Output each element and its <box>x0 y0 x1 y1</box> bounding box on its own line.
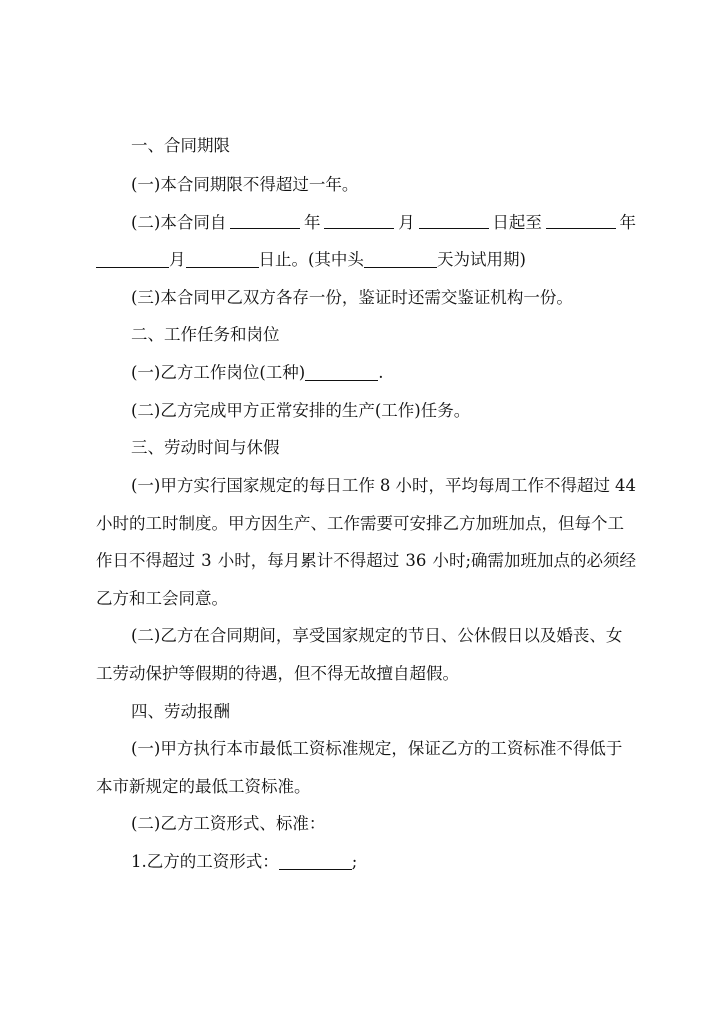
blank-field-start-year[interactable] <box>230 210 300 229</box>
clause-text: . <box>378 363 384 382</box>
clause-text: (一)甲方实行国家规定的每日工作 <box>131 476 375 495</box>
clause-term-dates-line2 <box>96 247 636 273</box>
clause-copies: (三)本合同甲乙双方各存一份，鉴证时还需交鉴证机构一份。 <box>131 288 573 307</box>
clause-number: 3 <box>201 551 212 570</box>
clause-hours-line2 <box>96 511 636 537</box>
section-heading-working-hours: 三、劳动时间与休假 <box>131 438 280 457</box>
section-heading-contract-term: 一、合同期限 <box>131 136 230 155</box>
blank-field-end-day[interactable] <box>186 249 259 268</box>
blank-field-probation-days[interactable] <box>364 249 437 268</box>
clause-hours-line3 <box>96 548 636 574</box>
clause-wage-form: (二)乙方工资形式、标准： <box>131 814 326 833</box>
section-heading-work-tasks: 二、工作任务和岗位 <box>131 325 280 344</box>
clause-number: 8 <box>379 476 391 495</box>
clause-hours-line4: 乙方和工会同意。 <box>96 589 228 608</box>
blank-field-job-position[interactable] <box>305 362 378 381</box>
clause-production-tasks: (二)乙方完成甲方正常安排的生产(工作)任务。 <box>131 401 471 420</box>
clause-holidays-line1: (二)乙方在合同期间，享受国家规定的节日、公休假日以及婚丧、女 <box>131 626 623 645</box>
blank-field-end-month[interactable] <box>96 249 169 268</box>
clause-hours-line1 <box>131 473 636 499</box>
clause-holidays-line2: 工劳动保护等假期的待遇，但不得无故擅自超假。 <box>96 664 459 683</box>
clause-text: 作日不得超过 <box>96 551 195 570</box>
blank-field-wage-form[interactable] <box>279 851 352 870</box>
clause-text: 天为试用期) <box>436 250 526 269</box>
clause-wage-form-sub1 <box>131 849 636 875</box>
clause-text: 小时的工时制度。甲方因生产、工作需要可安排乙方加班加点，但每个工 <box>96 514 624 533</box>
clause-number: 44 <box>614 476 636 495</box>
clause-text: 日起至 <box>492 213 542 232</box>
clause-min-wage-line2: 本市新规定的最低工资标准。 <box>96 777 311 796</box>
clause-job-position <box>131 360 636 386</box>
clause-text: 月 <box>398 213 415 232</box>
clause-text: ; <box>351 852 358 871</box>
clause-term-limit: (一)本合同期限不得超过一年。 <box>131 175 359 194</box>
clause-text: 年 <box>304 213 321 232</box>
blank-field-start-month[interactable] <box>324 210 394 229</box>
clause-text: 小时，每月累计不得超过 <box>217 551 400 570</box>
blank-field-end-year[interactable] <box>546 210 616 229</box>
clause-text: 小时;确需加班加点的必须经 <box>432 551 636 570</box>
clause-min-wage-line1: (一)甲方执行本市最低工资标准规定，保证乙方的工资标准不得低于 <box>131 739 623 758</box>
clause-term-dates-line1 <box>131 210 636 236</box>
section-heading-remuneration: 四、劳动报酬 <box>131 702 230 721</box>
clause-text: (二)本合同自 <box>131 213 227 232</box>
clause-text: 月 <box>169 250 186 269</box>
clause-text: 1.乙方的工资形式： <box>131 852 279 871</box>
clause-text: (一)乙方工作岗位(工种) <box>131 363 306 382</box>
blank-field-start-day[interactable] <box>419 210 489 229</box>
clause-text: 年 <box>619 213 636 232</box>
clause-text: 日止。(其中头 <box>258 250 364 269</box>
clause-text: 小时，平均每周工作不得超过 <box>395 476 610 495</box>
clause-number: 36 <box>405 551 427 570</box>
